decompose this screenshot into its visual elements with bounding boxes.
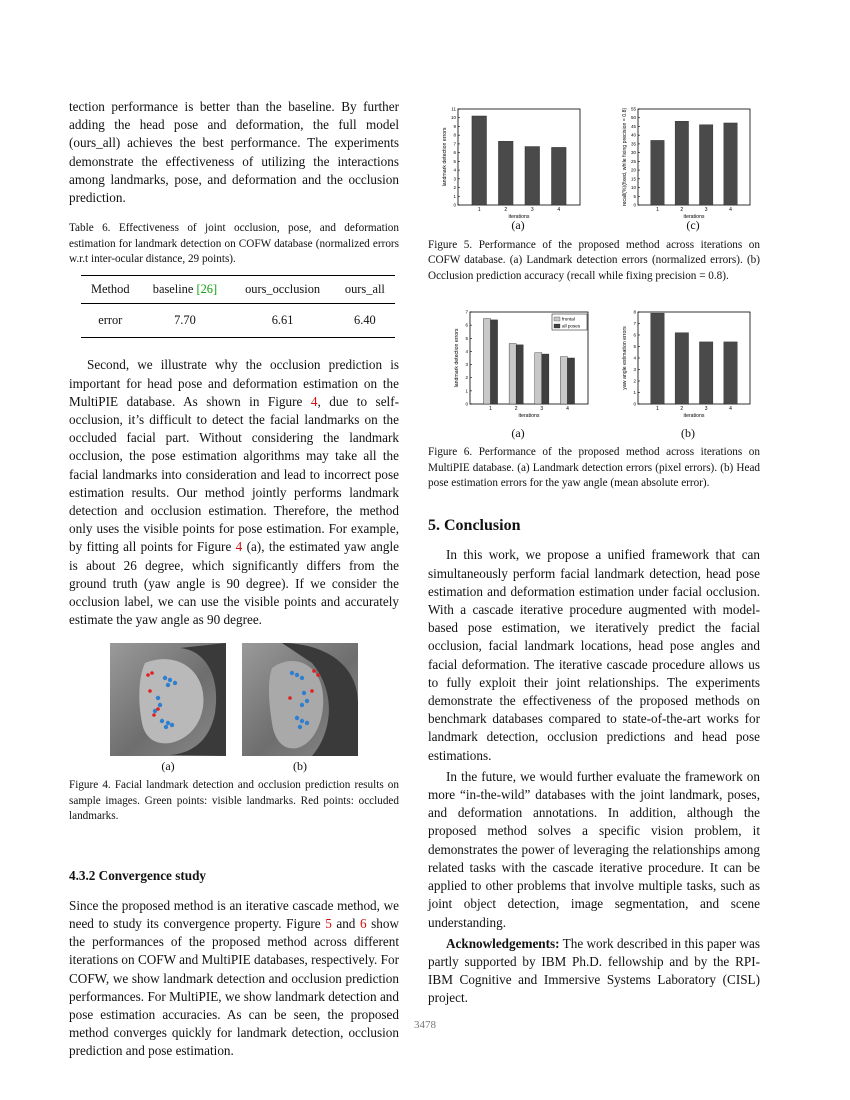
y-tick-label: 5 <box>633 193 636 199</box>
table-header-row <box>81 276 395 304</box>
table-header: baseline [26] <box>139 276 230 304</box>
x-tick-label: 1 <box>656 207 659 213</box>
y-tick-label: 55 <box>630 106 636 112</box>
x-tick-label: 2 <box>680 207 684 213</box>
y-tick-label: 10 <box>630 185 636 191</box>
x-axis-label: iterations <box>508 214 530 220</box>
section-heading: 5. Conclusion <box>428 517 521 535</box>
y-tick-label: 20 <box>630 167 636 173</box>
legend-swatch <box>554 324 560 328</box>
paragraph-conclusion: In this work, we propose a unified framework that can simultaneously perform facial landmark detection, head pose estimation and deformation estimation under facial occlusion. With a cascade iterative procedure augmented with model-based pose estimation, we iteratively predict the facial occlusion, facial landmark locations, head pose angles and facial deformation. The iterative cascade procedure allows us to fully exploit their joint relationships. The experiments demonstrate the effectiveness of the proposed methods on benchmark databases compared to state-of-the-art works for landmark detection, occlusion predictions and head pose estimations. <box>428 547 760 763</box>
y-tick-label: 1 <box>633 390 636 396</box>
y-tick-label: 50 <box>630 115 636 121</box>
table-cell: 7.70 <box>139 304 230 338</box>
chart-cofw-landmark-errors <box>428 103 588 223</box>
x-tick-label: 1 <box>489 406 492 413</box>
section-heading: 4.3.2 Convergence study <box>69 867 206 883</box>
y-tick-label: 8 <box>453 132 456 138</box>
x-tick-label: 2 <box>504 207 508 213</box>
y-tick-label: 4 <box>465 349 468 355</box>
figure4 <box>69 643 399 773</box>
y-tick-label: 7 <box>453 141 456 147</box>
y-tick-label: 5 <box>453 158 456 164</box>
y-axis-label: yaw angle estimation errors <box>622 326 628 390</box>
bar <box>651 313 664 404</box>
x-axis-label: iterations <box>683 413 705 420</box>
bar <box>560 357 567 404</box>
y-tick-label: 4 <box>453 167 456 173</box>
table-header: ours_occlusion <box>230 276 334 304</box>
chart-cofw-occlusion-recall <box>608 103 758 223</box>
table-cell: 6.40 <box>335 304 395 338</box>
bar <box>699 342 712 404</box>
x-tick-label: 4 <box>557 207 561 213</box>
table6-caption: Table 6. Effectiveness of joint occlusion, pose, and deformation estimation for landmark detection on COFW database (normalized errors w.r.t inter-ocular distance, 29 points). <box>69 222 399 266</box>
figure6 <box>428 306 760 446</box>
y-tick-label: 7 <box>465 309 468 315</box>
citation-link[interactable]: [26] <box>196 282 218 297</box>
table-header: Method <box>81 276 139 304</box>
x-tick-label: 4 <box>566 406 569 413</box>
y-tick-label: 3 <box>633 367 636 373</box>
x-tick-label: 2 <box>680 406 684 413</box>
bar <box>525 147 540 205</box>
x-tick-label: 3 <box>704 207 708 213</box>
table-cell: 6.61 <box>230 304 334 338</box>
y-tick-label: 40 <box>630 132 636 138</box>
chart-multipie-yaw-errors <box>608 306 758 424</box>
x-tick-label: 2 <box>514 406 518 413</box>
y-axis-label: landmark detection errors <box>442 127 448 187</box>
page-number: 3478 <box>414 1019 436 1031</box>
figure-ref-link[interactable]: 5 <box>325 915 332 931</box>
bar <box>675 333 688 404</box>
figure-ref-link[interactable]: 4 <box>310 393 318 409</box>
figure6-caption: Figure 6. Performance of the proposed method across iterations on MultiPIE database. (a) Landmark detection errors (pixel errors). (b) Head pose estimation errors for the yaw angle (mean absolute error). <box>428 446 760 490</box>
subfigure-label: (c) <box>686 218 700 232</box>
y-axis-label: landmark detection errors <box>454 328 460 388</box>
y-tick-label: 9 <box>453 123 456 129</box>
bar <box>516 345 523 404</box>
chart-multipie-landmark-errors <box>438 306 598 424</box>
y-tick-label: 0 <box>633 202 636 208</box>
y-tick-label: 0 <box>453 202 456 208</box>
paragraph-acknowledgements: Acknowledgements: The work described in this paper was partly supported by IBM Ph.D. fellowship and by the RPI-IBM Cognitive and Immersive Systems Laboratory (CISL) project. <box>428 935 760 1006</box>
legend-entry: all poses <box>562 323 581 329</box>
y-tick-label: 35 <box>630 141 636 147</box>
figure5 <box>428 98 760 232</box>
bar <box>509 344 516 404</box>
y-tick-label: 6 <box>465 322 468 328</box>
paragraph-future-work: In the future, we would further evaluate the framework on more “in-the-wild” databases with the joint landmark, poses, and deformation annotations. In addition, although the proposed method solves a specific vision problem, it demonstrates the power of leveraging the relationships among related tasks with the cascade iterative procedure. It can be applied to other problems that involve multiple tasks, such as joint object detection, image segmentation, and scene understanding. <box>428 768 760 930</box>
x-tick-label: 3 <box>540 406 544 413</box>
y-tick-label: 3 <box>453 176 456 182</box>
bar <box>567 358 574 404</box>
y-tick-label: 7 <box>633 321 636 327</box>
table-header: ours_all <box>335 276 395 304</box>
table-cell: error <box>81 304 139 338</box>
x-tick-label: 1 <box>656 406 659 413</box>
y-tick-label: 30 <box>630 150 636 156</box>
y-tick-label: 2 <box>453 185 456 191</box>
y-tick-label: 8 <box>633 309 636 315</box>
subfigure-label: (b) <box>293 759 307 774</box>
bar <box>472 116 487 205</box>
y-axis-label: recall(%)(fixed, while fixing precision = 0.8) <box>622 107 628 207</box>
x-tick-label: 1 <box>477 207 481 213</box>
x-tick-label: 4 <box>729 406 732 413</box>
left-column <box>69 98 399 1061</box>
y-tick-label: 6 <box>453 150 456 156</box>
bar <box>535 353 542 404</box>
y-tick-label: 5 <box>465 336 468 342</box>
bar <box>675 121 688 205</box>
y-tick-label: 10 <box>450 115 456 121</box>
table6 <box>81 275 395 338</box>
bar <box>651 140 664 205</box>
y-tick-label: 0 <box>633 401 636 407</box>
legend-swatch <box>554 317 560 321</box>
bar <box>491 320 498 404</box>
x-tick-label: 3 <box>530 207 534 213</box>
right-column <box>428 98 760 1008</box>
x-tick-label: 3 <box>704 406 708 413</box>
ack-label: Acknowledgements: <box>446 935 560 951</box>
paragraph-results: tection performance is better than the baseline. By further adding the head pose and deformation, the full model (ours_all) achieves the best performance. The experiments demonstrate the effectiveness of utilizing the interactions among landmarks, pose, and deformation and the occlusion prediction. <box>69 99 399 206</box>
table-row <box>81 304 395 338</box>
y-tick-label: 45 <box>630 123 636 129</box>
y-tick-label: 11 <box>451 106 456 112</box>
subfigure-label: (a) <box>511 218 525 232</box>
paragraph-convergence: Since the proposed method is an iterative cascade method, we need to study its convergence property. Figure 5 and 6 show the performances of the proposed method across different iterations on COFW and MultiPIE databases, respectively. For COFW, we show landmark detection and occlusion prediction performances. For MultiPIE, we show landmark detection and pose estimation accuracies. As can be seen, the proposed method converges quickly for landmark detection, occlusion prediction and pose estimation. <box>69 897 400 1059</box>
figure-ref-link[interactable]: 6 <box>359 915 367 931</box>
figure-ref-link[interactable]: 4 <box>235 539 243 555</box>
bar <box>498 141 513 205</box>
x-tick-label: 4 <box>729 207 732 213</box>
bar <box>724 342 737 404</box>
y-tick-label: 2 <box>633 378 636 384</box>
figure5-caption: Figure 5. Performance of the proposed method across iterations on COFW database. (a) Landmark detection errors (normalized errors). (b) Occlusion prediction accuracy (recall while fixing precision = 0.8). <box>428 239 760 282</box>
figure4-caption: Figure 4. Facial landmark detection and occlusion prediction results on sample images. Green points: visible landmarks. Red points: occluded landmarks. <box>69 779 399 823</box>
y-tick-label: 6 <box>633 332 636 338</box>
subfigure-label: (b) <box>681 426 695 441</box>
y-tick-label: 1 <box>465 388 468 394</box>
x-axis-label: iterations <box>518 413 540 420</box>
bar <box>551 147 566 205</box>
y-tick-label: 4 <box>633 355 636 361</box>
bar <box>724 123 737 205</box>
face-image-a <box>110 643 226 756</box>
bar <box>542 354 549 404</box>
paragraph-occlusion: Second, we illustrate why the occlusion prediction is important for head pose and deformation estimation on the MultiPIE database. As shown in Figure 4, due to self-occlusion, it’s difficult to detect the facial landmarks on the occluded facial part. Without considering the landmark occlusion, the pose estimation algorithms may take all the facial landmarks into consideration and lead to incorrect pose estimation results. Our method jointly performs landmark detection and occlusion estimation. Therefore, the method only uses the visible points for pose estimation. For example, by fitting all points for Figure 4 (a), the estimated yaw angle is about 26 degree, which significantly differs from the ground truth (yaw angle is 90 degree). If we consider the occlusion label, we can use the visible points and accurately estimate the yaw angle as 90 degree. <box>69 357 399 628</box>
y-tick-label: 5 <box>633 344 636 350</box>
subfigure-label: (a) <box>161 759 175 774</box>
y-tick-label: 0 <box>465 401 468 407</box>
legend-entry: frontal <box>562 316 575 322</box>
y-tick-label: 1 <box>453 193 456 199</box>
bar <box>699 125 712 205</box>
face-image-b <box>242 643 358 756</box>
bar <box>483 319 490 404</box>
y-tick-label: 25 <box>630 158 636 164</box>
x-axis-label: iterations <box>683 214 705 220</box>
y-tick-label: 3 <box>465 362 468 368</box>
y-tick-label: 2 <box>465 375 468 381</box>
subfigure-label: (a) <box>511 426 525 441</box>
y-tick-label: 15 <box>630 176 636 182</box>
